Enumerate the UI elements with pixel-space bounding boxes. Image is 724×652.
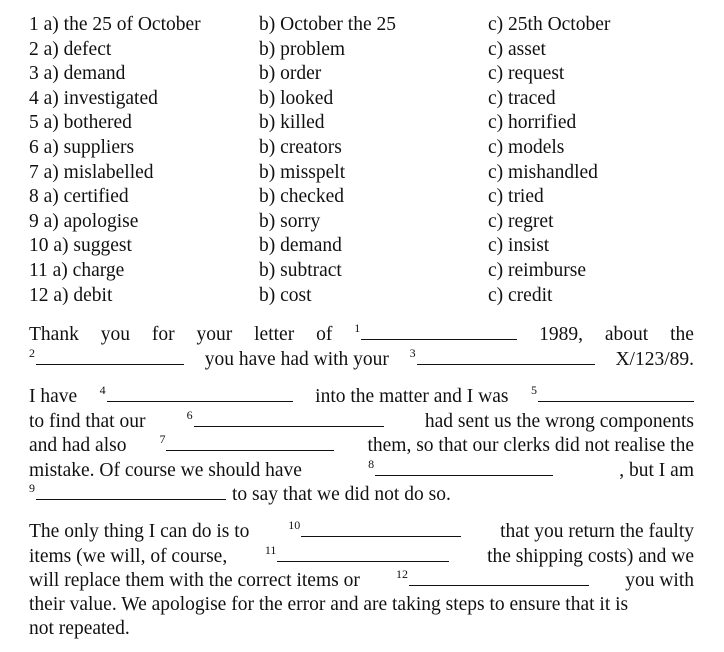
gap-number: 1 bbox=[354, 321, 361, 335]
text: The only thing I can do is to bbox=[29, 521, 250, 542]
option-b: b) order bbox=[259, 63, 322, 85]
text-line bbox=[29, 593, 694, 618]
option-c: c) horrified bbox=[488, 112, 577, 134]
gap-3 bbox=[410, 347, 595, 373]
text: their value. We apologise for the error and are taking steps to ensure that it is bbox=[29, 593, 629, 615]
text-line bbox=[29, 482, 694, 507]
gap-12 bbox=[396, 568, 589, 594]
letter-paragraph-3 bbox=[29, 519, 694, 642]
blank-line[interactable] bbox=[107, 384, 293, 402]
gap-5 bbox=[531, 384, 694, 410]
gap-number: 11 bbox=[264, 542, 277, 557]
option-c: c) models bbox=[488, 136, 565, 158]
text-line bbox=[29, 384, 694, 409]
option-a: 9 a) apologise bbox=[29, 210, 139, 232]
option-c: c) insist bbox=[488, 235, 550, 257]
text: into the matter and I was bbox=[315, 386, 509, 407]
option-a: 7 a) mislabelled bbox=[29, 161, 154, 183]
option-b: b) misspelt bbox=[259, 161, 346, 183]
option-a: 3 a) demand bbox=[29, 63, 126, 85]
option-c: c) credit bbox=[488, 284, 553, 306]
option-row bbox=[29, 13, 709, 38]
letter-paragraph-1 bbox=[29, 322, 694, 371]
option-a: 4 a) investigated bbox=[29, 87, 158, 109]
word: your bbox=[196, 324, 233, 345]
option-c: c) asset bbox=[488, 38, 546, 60]
option-row bbox=[29, 259, 709, 284]
gap-number: 9 bbox=[29, 481, 35, 496]
gap-number: 5 bbox=[530, 383, 537, 397]
blank-line[interactable] bbox=[409, 568, 589, 586]
option-b: b) looked bbox=[259, 87, 334, 109]
gap-number: 10 bbox=[288, 518, 301, 532]
text-line bbox=[29, 458, 694, 483]
blank-line[interactable] bbox=[375, 458, 553, 476]
gap-8 bbox=[368, 458, 553, 484]
text-line bbox=[29, 519, 694, 544]
text: will replace them with the correct items or bbox=[29, 570, 360, 592]
option-c: c) tried bbox=[488, 186, 544, 208]
option-c: c) traced bbox=[488, 87, 556, 109]
text: to say that we did not do so. bbox=[232, 484, 451, 506]
text: I have bbox=[29, 386, 78, 407]
gap-number: 4 bbox=[99, 383, 106, 397]
option-b: b) October the 25 bbox=[259, 14, 396, 35]
text-line bbox=[29, 433, 694, 458]
text-line bbox=[29, 322, 694, 347]
text-line bbox=[29, 568, 694, 593]
option-b: b) subtract bbox=[259, 259, 342, 281]
option-b: b) cost bbox=[259, 284, 312, 306]
text: to find that our bbox=[29, 410, 146, 432]
text: , but I am bbox=[619, 459, 694, 481]
gap-number: 2 bbox=[29, 345, 35, 360]
text: the shipping costs) and we bbox=[487, 545, 694, 567]
option-b: b) killed bbox=[259, 112, 325, 134]
option-a: 11 a) charge bbox=[29, 259, 125, 281]
text-line bbox=[29, 347, 694, 372]
blank-line[interactable] bbox=[361, 322, 517, 340]
option-row bbox=[29, 185, 709, 210]
option-a: 2 a) defect bbox=[29, 38, 112, 60]
option-c: c) reimburse bbox=[488, 259, 586, 281]
blank-line[interactable] bbox=[194, 409, 384, 427]
option-row bbox=[29, 234, 709, 259]
blank-line[interactable] bbox=[277, 544, 449, 562]
option-a: 8 a) certified bbox=[29, 186, 129, 208]
gap-number: 8 bbox=[368, 456, 375, 471]
gap-1 bbox=[354, 322, 517, 348]
text-line bbox=[29, 617, 694, 642]
text: that you return the faulty bbox=[500, 521, 694, 542]
word: of bbox=[316, 324, 333, 345]
text: X/123/89. bbox=[615, 348, 694, 370]
word: 1989, bbox=[539, 324, 583, 345]
gap-9 bbox=[29, 482, 226, 508]
blank-line[interactable] bbox=[36, 347, 184, 365]
gap-number: 7 bbox=[159, 432, 166, 447]
blank-line[interactable] bbox=[166, 433, 334, 451]
text: them, so that our clerks did not realise the bbox=[367, 435, 694, 457]
text: you have had with your bbox=[204, 348, 389, 370]
option-row bbox=[29, 38, 709, 63]
text: not repeated. bbox=[29, 618, 130, 640]
gap-number: 6 bbox=[186, 407, 193, 422]
option-b: b) sorry bbox=[259, 210, 321, 232]
word: letter bbox=[254, 324, 295, 345]
gap-7 bbox=[159, 433, 334, 459]
gap-2 bbox=[29, 347, 184, 373]
gap-6 bbox=[187, 409, 384, 435]
gap-number: 3 bbox=[409, 345, 416, 360]
text-line bbox=[29, 409, 694, 434]
text: you with bbox=[625, 570, 694, 592]
blank-line[interactable] bbox=[417, 347, 595, 365]
gap-4 bbox=[100, 384, 293, 410]
gap-10 bbox=[288, 519, 461, 545]
text: items (we will, of course, bbox=[29, 545, 228, 567]
blank-line[interactable] bbox=[301, 519, 461, 537]
option-c: c) regret bbox=[488, 210, 554, 232]
word: Thank bbox=[29, 324, 79, 345]
answer-options bbox=[29, 13, 709, 308]
option-row bbox=[29, 87, 709, 112]
option-c: c) mishandled bbox=[488, 161, 598, 183]
word: the bbox=[670, 324, 694, 345]
option-b: b) checked bbox=[259, 186, 344, 208]
option-row bbox=[29, 161, 709, 186]
option-row bbox=[29, 62, 709, 87]
text: and had also bbox=[29, 435, 127, 457]
letter-paragraph-2 bbox=[29, 384, 694, 507]
option-a: 12 a) debit bbox=[29, 284, 113, 306]
option-b: b) demand bbox=[259, 235, 342, 257]
option-b: b) problem bbox=[259, 38, 346, 60]
option-row bbox=[29, 210, 709, 235]
option-b: b) creators bbox=[259, 136, 342, 158]
option-row bbox=[29, 284, 709, 309]
option-a: 10 a) suggest bbox=[29, 235, 132, 257]
option-c: c) 25th October bbox=[488, 14, 611, 35]
gap-11 bbox=[265, 544, 450, 570]
text: had sent us the wrong components bbox=[424, 410, 694, 432]
blank-line[interactable] bbox=[36, 482, 226, 500]
option-a: 6 a) suppliers bbox=[29, 136, 135, 158]
option-a: 5 a) bothered bbox=[29, 112, 132, 134]
word: about bbox=[604, 324, 649, 345]
option-a: 1 a) the 25 of October bbox=[29, 14, 201, 35]
option-c: c) request bbox=[488, 63, 565, 85]
word: for bbox=[151, 324, 175, 345]
gap-number: 12 bbox=[396, 567, 409, 582]
word: you bbox=[100, 324, 130, 345]
option-row bbox=[29, 136, 709, 161]
text: mistake. Of course we should have bbox=[29, 459, 302, 481]
blank-line[interactable] bbox=[538, 384, 694, 402]
text-line bbox=[29, 544, 694, 569]
option-row bbox=[29, 111, 709, 136]
